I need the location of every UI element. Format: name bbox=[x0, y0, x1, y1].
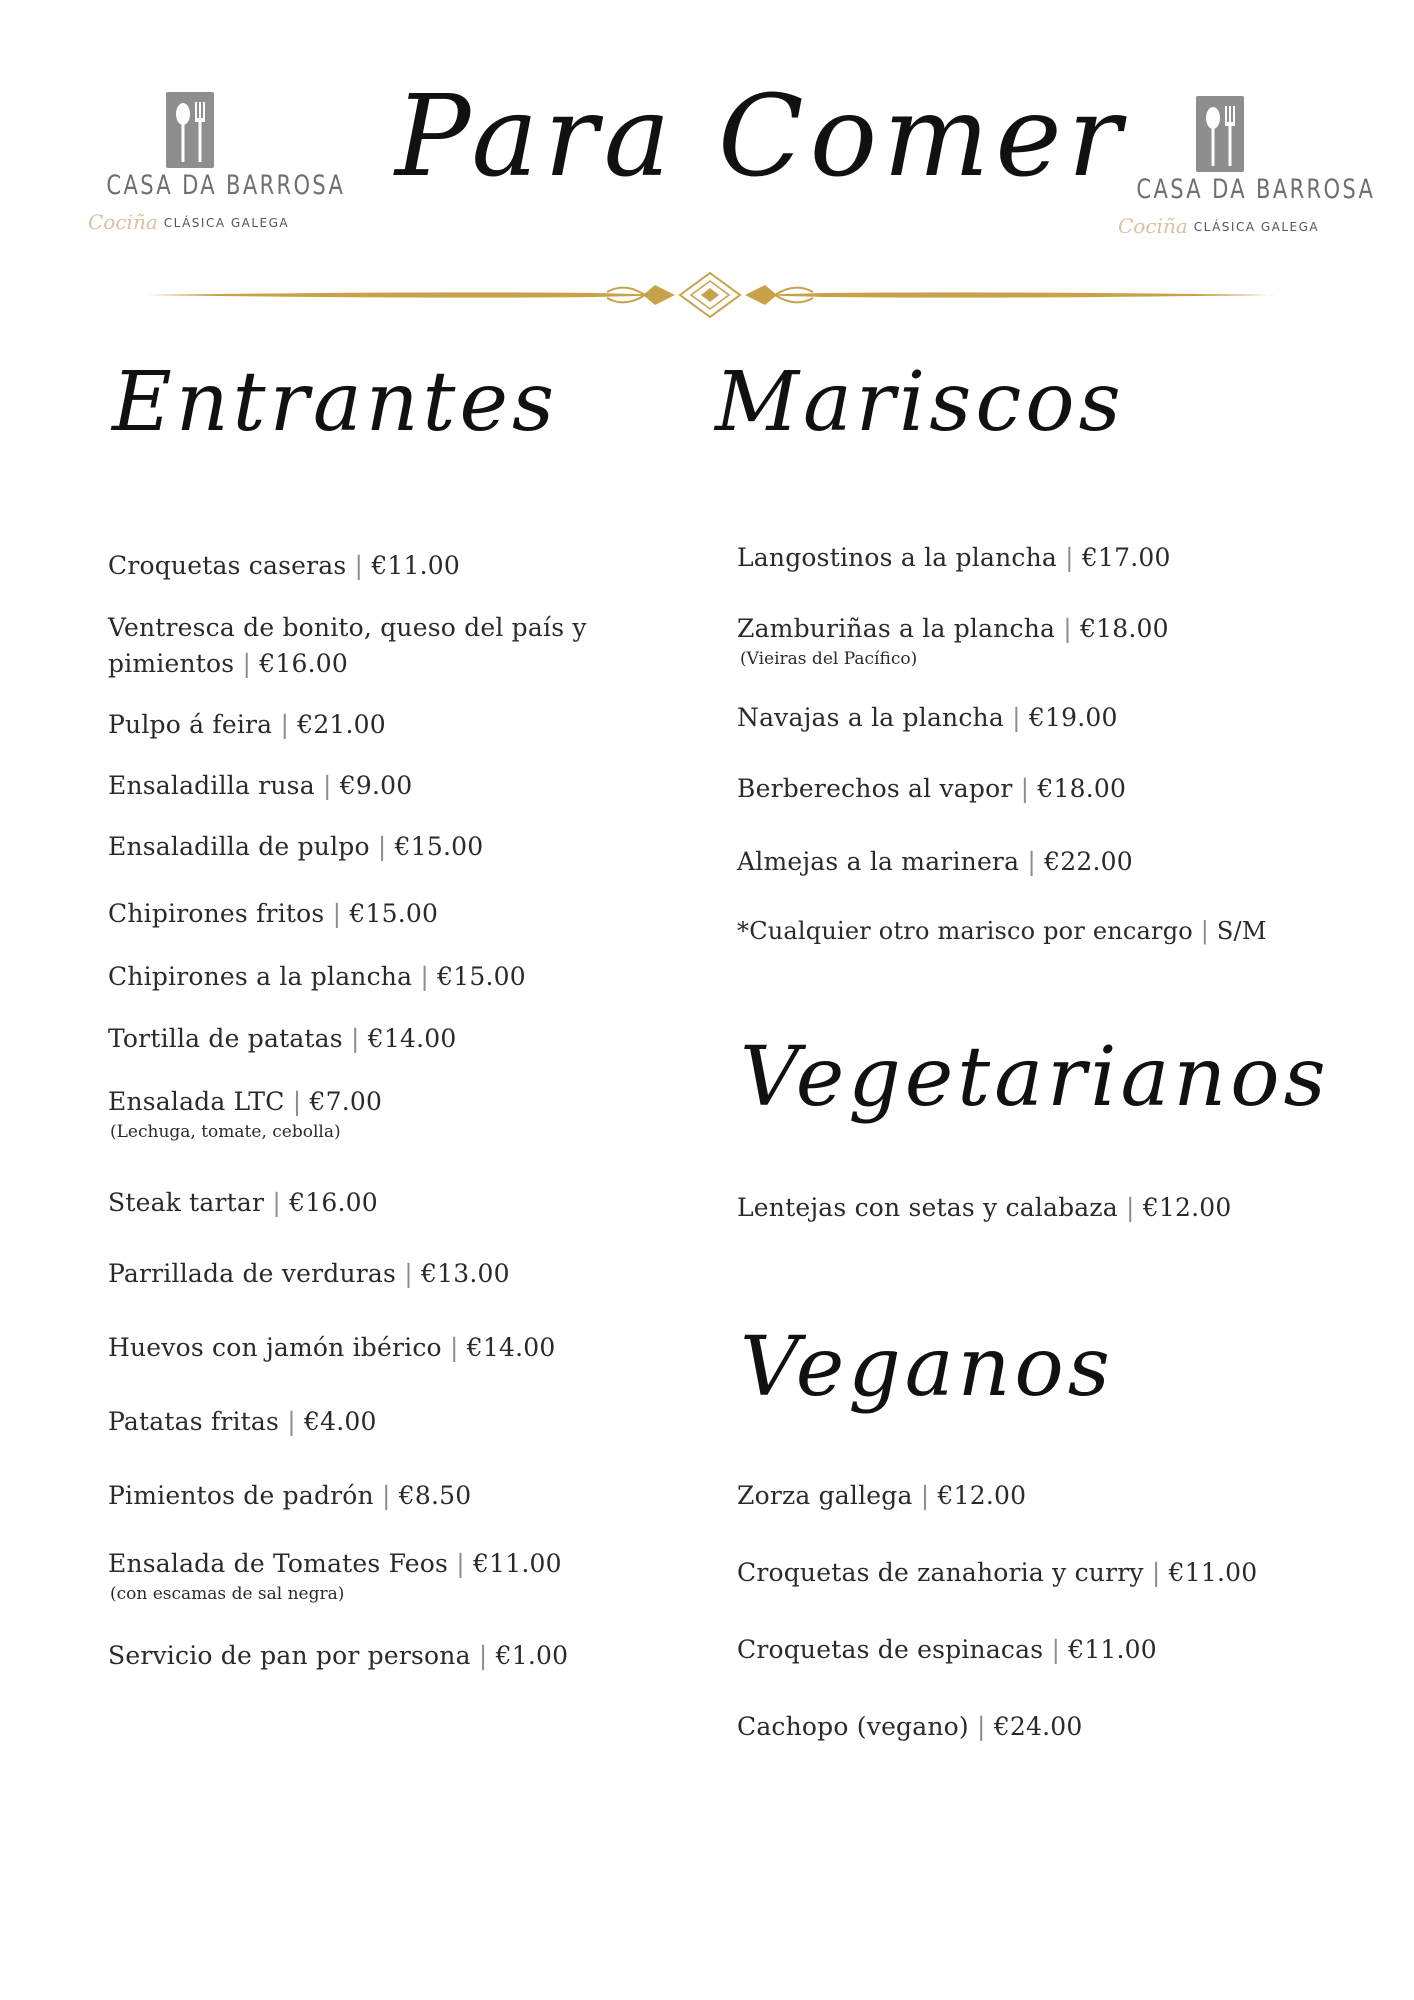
menu-item bbox=[108, 610, 587, 646]
item-name: Zorza gallega bbox=[737, 1481, 913, 1510]
logo-brand-text: CASA DA BARROSA bbox=[106, 170, 346, 201]
item-price: €18.00 bbox=[1080, 614, 1169, 643]
item-name: Patatas fritas bbox=[108, 1407, 280, 1436]
menu-item: Chipirones a la plancha | €15.00 bbox=[108, 962, 526, 991]
menu-item: Navajas a la plancha | €19.00 bbox=[737, 703, 1118, 732]
menu-item: Zorza gallega | €12.00 bbox=[737, 1481, 1027, 1510]
ornamental-divider bbox=[145, 270, 1275, 320]
item-price: €11.00 bbox=[1168, 1558, 1258, 1587]
menu-item: Pimientos de padrón | €8.50 bbox=[108, 1481, 472, 1510]
menu-item: Berberechos al vapor | €18.00 bbox=[737, 774, 1127, 803]
item-name: Croquetas de espinacas bbox=[737, 1635, 1044, 1664]
item-price: €21.00 bbox=[297, 710, 386, 739]
item-name: Ventresca de bonito, queso del país y bbox=[108, 613, 587, 642]
menu-item: Tortilla de patatas | €14.00 bbox=[108, 1024, 457, 1053]
menu-item: pimientos | €16.00 bbox=[108, 649, 348, 678]
section-title-vegetarianos: Vegetarianos bbox=[740, 1030, 1330, 1125]
item-price: €9.00 bbox=[339, 771, 413, 800]
menu-item: Ensalada de Tomates Feos | €11.00 bbox=[108, 1549, 562, 1578]
item-price: €19.00 bbox=[1028, 703, 1118, 732]
item-name: Tortilla de patatas bbox=[108, 1024, 343, 1053]
logo-script-text: Cociña bbox=[88, 210, 158, 234]
item-name: Pulpo á feira bbox=[108, 710, 273, 739]
logo-subtitle bbox=[88, 210, 320, 234]
logo-caps-text: CLÁSICA GALEGA bbox=[163, 216, 290, 230]
item-name: Cachopo (vegano) bbox=[737, 1712, 969, 1741]
menu-item: Ensalada LTC | €7.00 bbox=[108, 1087, 383, 1116]
item-price: €14.00 bbox=[466, 1333, 556, 1362]
item-name: Ensalada de Tomates Feos bbox=[108, 1549, 449, 1578]
logo-right bbox=[1110, 96, 1376, 246]
item-name: Pimientos de padrón bbox=[108, 1481, 374, 1510]
item-price: €7.00 bbox=[309, 1087, 383, 1116]
item-price: €17.00 bbox=[1081, 543, 1171, 572]
menu-item: Steak tartar | €16.00 bbox=[108, 1188, 378, 1217]
menu-item: Servicio de pan por persona | €1.00 bbox=[108, 1641, 569, 1670]
logo-brand-text: CASA DA BARROSA bbox=[1136, 174, 1376, 205]
item-price: €15.00 bbox=[437, 962, 526, 991]
menu-item: Ensaladilla rusa | €9.00 bbox=[108, 771, 413, 800]
item-price: €13.00 bbox=[421, 1259, 510, 1288]
menu-item: Almejas a la marinera | €22.00 bbox=[737, 847, 1133, 876]
item-name: Berberechos al vapor bbox=[737, 774, 1013, 803]
menu-item: Patatas fritas | €4.00 bbox=[108, 1407, 377, 1436]
item-note: (con escamas de sal negra) bbox=[110, 1584, 345, 1604]
item-price: €12.00 bbox=[937, 1481, 1027, 1510]
section-title-mariscos: Mariscos bbox=[715, 355, 1125, 450]
menu-item: Ensaladilla de pulpo | €15.00 bbox=[108, 832, 484, 861]
item-name: Croquetas de zanahoria y curry bbox=[737, 1558, 1144, 1587]
fork-spoon-icon bbox=[166, 92, 214, 168]
item-price: €4.00 bbox=[304, 1407, 377, 1436]
item-price: €16.00 bbox=[259, 649, 348, 678]
item-price: €15.00 bbox=[394, 832, 484, 861]
item-name: Ensaladilla rusa bbox=[108, 771, 315, 800]
item-price: €11.00 bbox=[1068, 1635, 1157, 1664]
menu-item: Cachopo (vegano) | €24.00 bbox=[737, 1712, 1083, 1741]
section-title-veganos: Veganos bbox=[740, 1320, 1114, 1415]
menu-item: Pulpo á feira | €21.00 bbox=[108, 710, 386, 739]
menu-item: Parrillada de verduras | €13.00 bbox=[108, 1259, 510, 1288]
menu-item: Chipirones fritos | €15.00 bbox=[108, 899, 439, 928]
menu-item: Croquetas de espinacas | €11.00 bbox=[737, 1635, 1157, 1664]
item-note: (Lechuga, tomate, cebolla) bbox=[110, 1122, 341, 1142]
item-name: Huevos con jamón ibérico bbox=[108, 1333, 442, 1362]
item-name: Parrillada de verduras bbox=[108, 1259, 397, 1288]
logo-caps-text: CLÁSICA GALEGA bbox=[1193, 220, 1320, 234]
item-price: €14.00 bbox=[367, 1024, 457, 1053]
menu-item: Croquetas caseras | €11.00 bbox=[108, 551, 460, 580]
menu-item: Croquetas de zanahoria y curry | €11.00 bbox=[737, 1558, 1258, 1587]
item-price: €15.00 bbox=[349, 899, 439, 928]
menu-item: Langostinos a la plancha | €17.00 bbox=[737, 543, 1171, 572]
logo-left bbox=[80, 92, 346, 242]
item-price: S/M bbox=[1216, 917, 1267, 945]
item-price: €24.00 bbox=[993, 1712, 1083, 1741]
item-name: Chipirones a la plancha bbox=[108, 962, 413, 991]
logo-subtitle bbox=[1118, 214, 1350, 238]
item-name: Navajas a la plancha bbox=[737, 703, 1004, 732]
item-name: Steak tartar bbox=[108, 1188, 265, 1217]
item-price: €11.00 bbox=[473, 1549, 562, 1578]
item-price: €11.00 bbox=[371, 551, 460, 580]
item-name: Almejas a la marinera bbox=[737, 847, 1020, 876]
fork-spoon-icon bbox=[1196, 96, 1244, 172]
item-price: €1.00 bbox=[495, 1641, 569, 1670]
item-name: Croquetas caseras bbox=[108, 551, 347, 580]
menu-item: Huevos con jamón ibérico | €14.00 bbox=[108, 1333, 556, 1362]
item-name: Ensaladilla de pulpo bbox=[108, 832, 370, 861]
item-name: Zamburiñas a la plancha bbox=[737, 614, 1056, 643]
item-name-continued: pimientos bbox=[108, 649, 235, 678]
item-price: €12.00 bbox=[1142, 1193, 1232, 1222]
menu-item: Zamburiñas a la plancha | €18.00 bbox=[737, 614, 1169, 643]
item-name: Ensalada LTC bbox=[108, 1087, 285, 1116]
section-title-entrantes: Entrantes bbox=[112, 355, 559, 450]
menu-item: Lentejas con setas y calabaza | €12.00 bbox=[737, 1193, 1232, 1222]
logo-script-text: Cociña bbox=[1118, 214, 1188, 238]
item-name: Chipirones fritos bbox=[108, 899, 325, 928]
item-price: €18.00 bbox=[1037, 774, 1127, 803]
item-note: (Vieiras del Pacífico) bbox=[740, 649, 918, 669]
item-name: Langostinos a la plancha bbox=[737, 543, 1057, 572]
item-price: €8.50 bbox=[398, 1481, 472, 1510]
item-name: *Cualquier otro marisco por encargo bbox=[737, 917, 1201, 945]
page-title: Para Comer bbox=[395, 72, 1128, 202]
menu-item: *Cualquier otro marisco por encargo | S/M bbox=[737, 917, 1267, 945]
item-price: €16.00 bbox=[289, 1188, 378, 1217]
item-name: Lentejas con setas y calabaza bbox=[737, 1193, 1118, 1222]
item-name: Servicio de pan por persona bbox=[108, 1641, 471, 1670]
item-price: €22.00 bbox=[1044, 847, 1133, 876]
